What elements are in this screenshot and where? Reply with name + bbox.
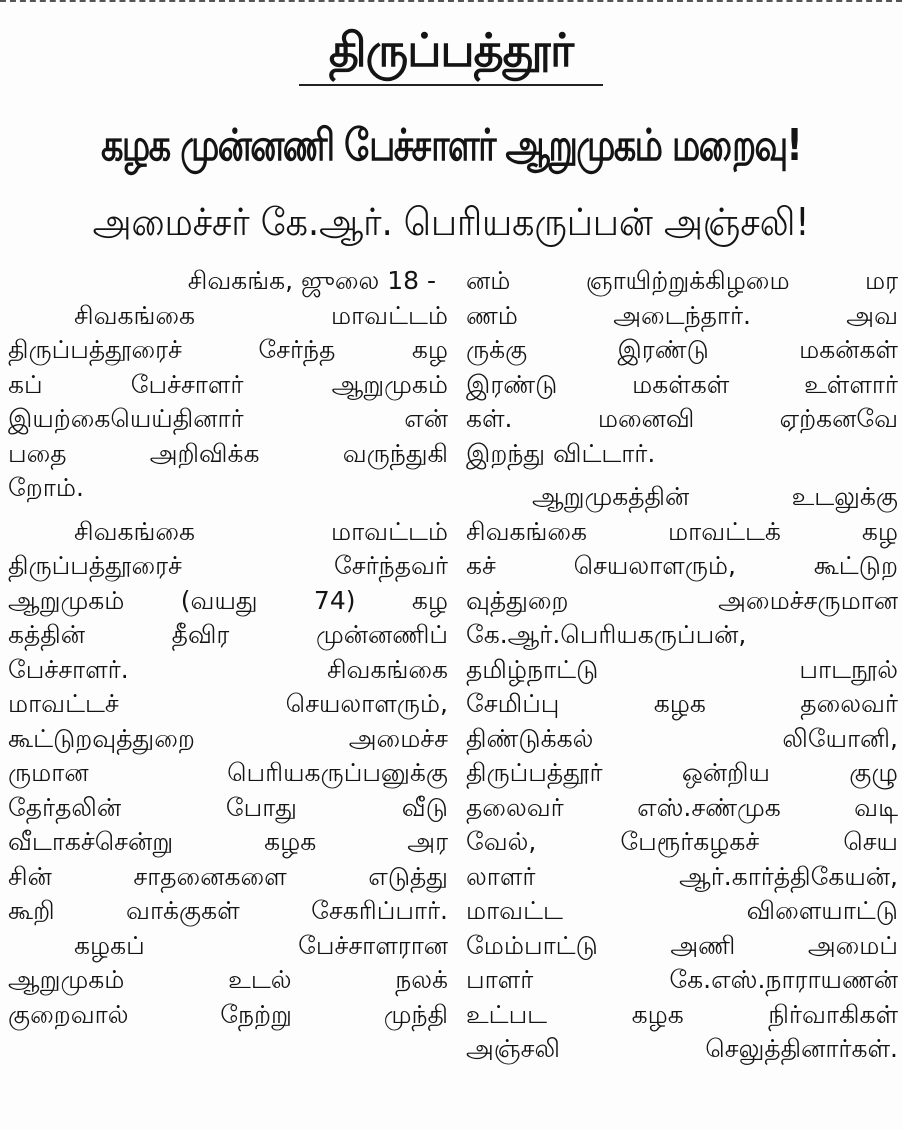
body-line: திருப்பத்தூர் ஒன்றிய குழு	[466, 758, 898, 787]
body-line: கள். மனைவி ஏற்கனவே	[466, 404, 898, 433]
kicker-wrapper	[0, 20, 902, 86]
body-line: வேல், பேரூர்கழகச் செய	[466, 827, 898, 856]
body-line: ருக்கு இரண்டு மகன்கள்	[466, 335, 898, 364]
body-line: கூறி வாக்குகள் சேகரிப்பார்.	[8, 896, 448, 925]
body-line: மாவட்டச் செயலாளரும்,	[8, 689, 448, 718]
body-line: கே.ஆர்.பெரியகருப்பன்,	[466, 620, 747, 649]
body-line: மேம்பாட்டு அணி அமைப்	[466, 930, 898, 960]
body-line: சிவகங்கை மாவட்டம்	[74, 300, 448, 330]
body-line: பேச்சாளர். சிவகங்கை	[8, 654, 448, 684]
body-line: ஆறுமுகத்தின் உடலுக்கு	[532, 482, 898, 511]
body-line: கப் பேச்சாளர் ஆறுமுகம்	[8, 369, 448, 399]
body-line: இயற்கையெய்தினார் என்	[8, 404, 448, 433]
body-line: உட்பட கழக நிர்வாகிகள்	[466, 999, 898, 1029]
body-line: திண்டுக்கல் லியோனி,	[466, 723, 898, 753]
body-line: லாளர் ஆர்.கார்த்திகேயன்,	[466, 861, 898, 891]
body-line: சின் சாதனைகளை எடுத்து	[8, 861, 448, 891]
location-kicker: திருப்பத்தூர்	[299, 20, 603, 86]
left-column	[8, 264, 448, 1032]
dateline: சிவகங்க, ஜுலை 18 -	[187, 266, 436, 295]
body-line: திருப்பத்தூரைச் சேர்ந்த கழ	[8, 335, 448, 364]
subheadline: அமைச்சர் கே.ஆர். பெரியகருப்பன் அஞ்சலி!	[92, 200, 810, 244]
body-line: வீடாகச்சென்று கழக அர	[8, 827, 448, 856]
body-line: கச் செயலாளரும், கூட்டுற	[466, 551, 898, 580]
body-line: மாவட்ட விளையாட்டு	[466, 896, 898, 925]
body-line: கழகப் பேச்சாளரான	[74, 930, 448, 960]
body-line: திருப்பத்தூரைச் சேர்ந்தவர்	[8, 551, 448, 580]
body-line: இரண்டு மகள்கள் உள்ளார்	[466, 369, 898, 399]
right-column	[466, 264, 898, 1067]
body-line: தலைவர் எஸ்.சண்முக வடி	[466, 792, 898, 822]
body-line: சிவகங்கை மாவட்டம்	[74, 516, 448, 546]
body-line: கூட்டுறவுத்துறை அமைச்ச	[8, 723, 448, 753]
body-line: சேமிப்பு கழக தலைவர்	[466, 689, 898, 718]
body-line: இறந்து விட்டார்.	[466, 438, 656, 468]
body-line: அஞ்சலி செலுத்தினார்கள்.	[466, 1034, 898, 1063]
body-line: குறைவால் நேற்று முந்தி	[8, 999, 448, 1029]
body-line: றோம்.	[8, 473, 84, 502]
body-line: சிவகங்கை மாவட்டக் கழ	[466, 516, 898, 546]
body-line: கத்தின் தீவிர முன்னணிப்	[8, 620, 448, 649]
body-line: பாளர் கே.எஸ்.நாராயணன்	[466, 965, 898, 994]
body-line: பதை அறிவிக்க வருந்துகி	[8, 438, 448, 468]
body-line: ஆறுமுகம் (வயது 74) கழ	[8, 585, 448, 615]
body-line: ஆறுமுகம் உடல் நலக்	[8, 965, 448, 994]
headline: கழக முன்னணி பேச்சாளர் ஆறுமுகம் மறைவு!	[100, 120, 801, 171]
body-line: னம் ஞாயிற்றுக்கிழமை மர	[466, 266, 898, 295]
body-line: தமிழ்நாட்டு பாடநூல்	[466, 654, 898, 684]
body-line: ருமான பெரியகருப்பனுக்கு	[8, 758, 448, 787]
body-line: தேர்தலின் போது வீடு	[8, 792, 448, 822]
body-line: வுத்துறை அமைச்சருமான	[466, 585, 898, 615]
body-line: ணம் அடைந்தார். அவ	[466, 300, 898, 330]
